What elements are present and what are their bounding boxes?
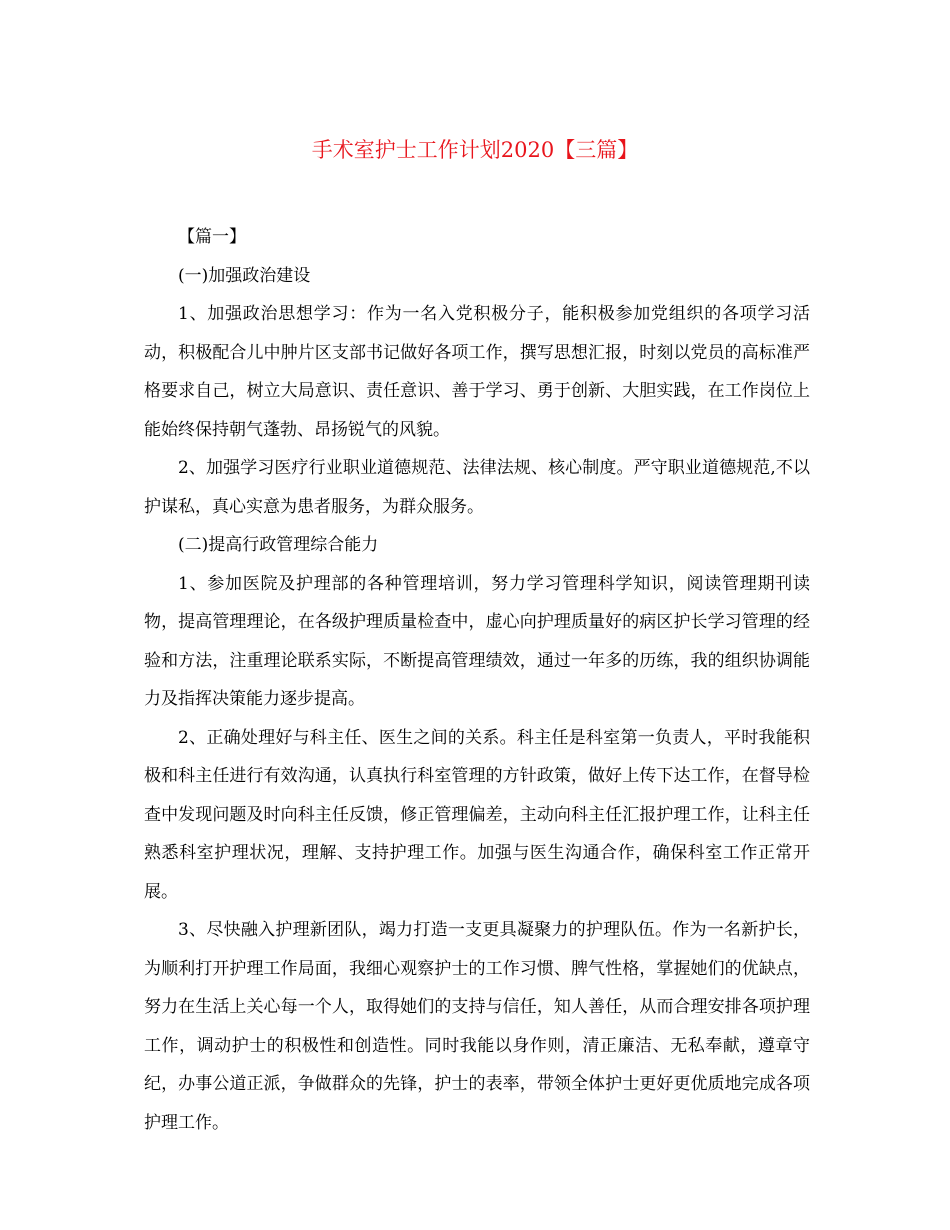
subsection-heading-1: (一)加强政治建设 — [178, 265, 311, 286]
paragraph-1: 1、加强政治思想学习：作为一名入党积极分子，能积极参加党组织的各项学习活动，积极配合儿中肿片区支部书记做好各项工作，撰写思想汇报，时刻以党员的高标准严格要求自己，树立大局意识、责任意识、善于学习、勇于创新、大胆实践，在工作岗位上能始终保持朝气蓬勃、昂扬锐气的风貌。 — [144, 304, 810, 440]
paragraph-2: 2、加强学习医疗行业职业道德规范、法律法规、核心制度。严守职业道德规范,不以护谋私，真心实意为患者服务，为群众服务。 — [144, 458, 810, 517]
document-title: 手术室护士工作计划2020【三篇】 — [311, 138, 639, 162]
paragraph-5: 3、尽快融入护理新团队，竭力打造一支更具凝聚力的护理队伍。作为一名新护长，为顺利打开护理工作局面，我细心观察护士的工作习惯、脾气性格，掌握她们的优缺点，努力在生活上关心每一个人，取得她们的支持与信任，知人善任，从而合理安排各项护理工作，调动护士的积极性和创造性。同时我能以身作则，清正廉洁、无私奉献，遵章守纪，办事公道正派，争做群众的先锋，护士的表率，带领全体护士更好更优质地完成各项护理工作。 — [144, 920, 810, 1133]
document-body — [144, 218, 810, 1142]
paragraph-4: 2、正确处理好与科主任、医生之间的关系。科主任是科室第一负责人，平时我能积极和科主任进行有效沟通，认真执行科室管理的方针政策，做好上传下达工作，在督导检查中发现问题及时向科主任反馈，修正管理偏差，主动向科主任汇报护理工作，让科主任熟悉科室护理状况，理解、支持护理工作。加强与医生沟通合作，确保科室工作正常开展。 — [144, 727, 810, 902]
paragraph-3: 1、参加医院及护理部的各种管理培训，努力学习管理科学知识，阅读管理期刊读物，提高管理理论，在各级护理质量检查中，虚心向护理质量好的病区护长学习管理的经验和方法，注重理论联系实际，不断提高管理绩效，通过一年多的历练，我的组织协调能力及指挥决策能力逐步提高。 — [144, 573, 810, 709]
subsection-heading-2: (二)提高行政管理综合能力 — [178, 535, 379, 555]
section-label: 【篇一】 — [178, 227, 246, 247]
